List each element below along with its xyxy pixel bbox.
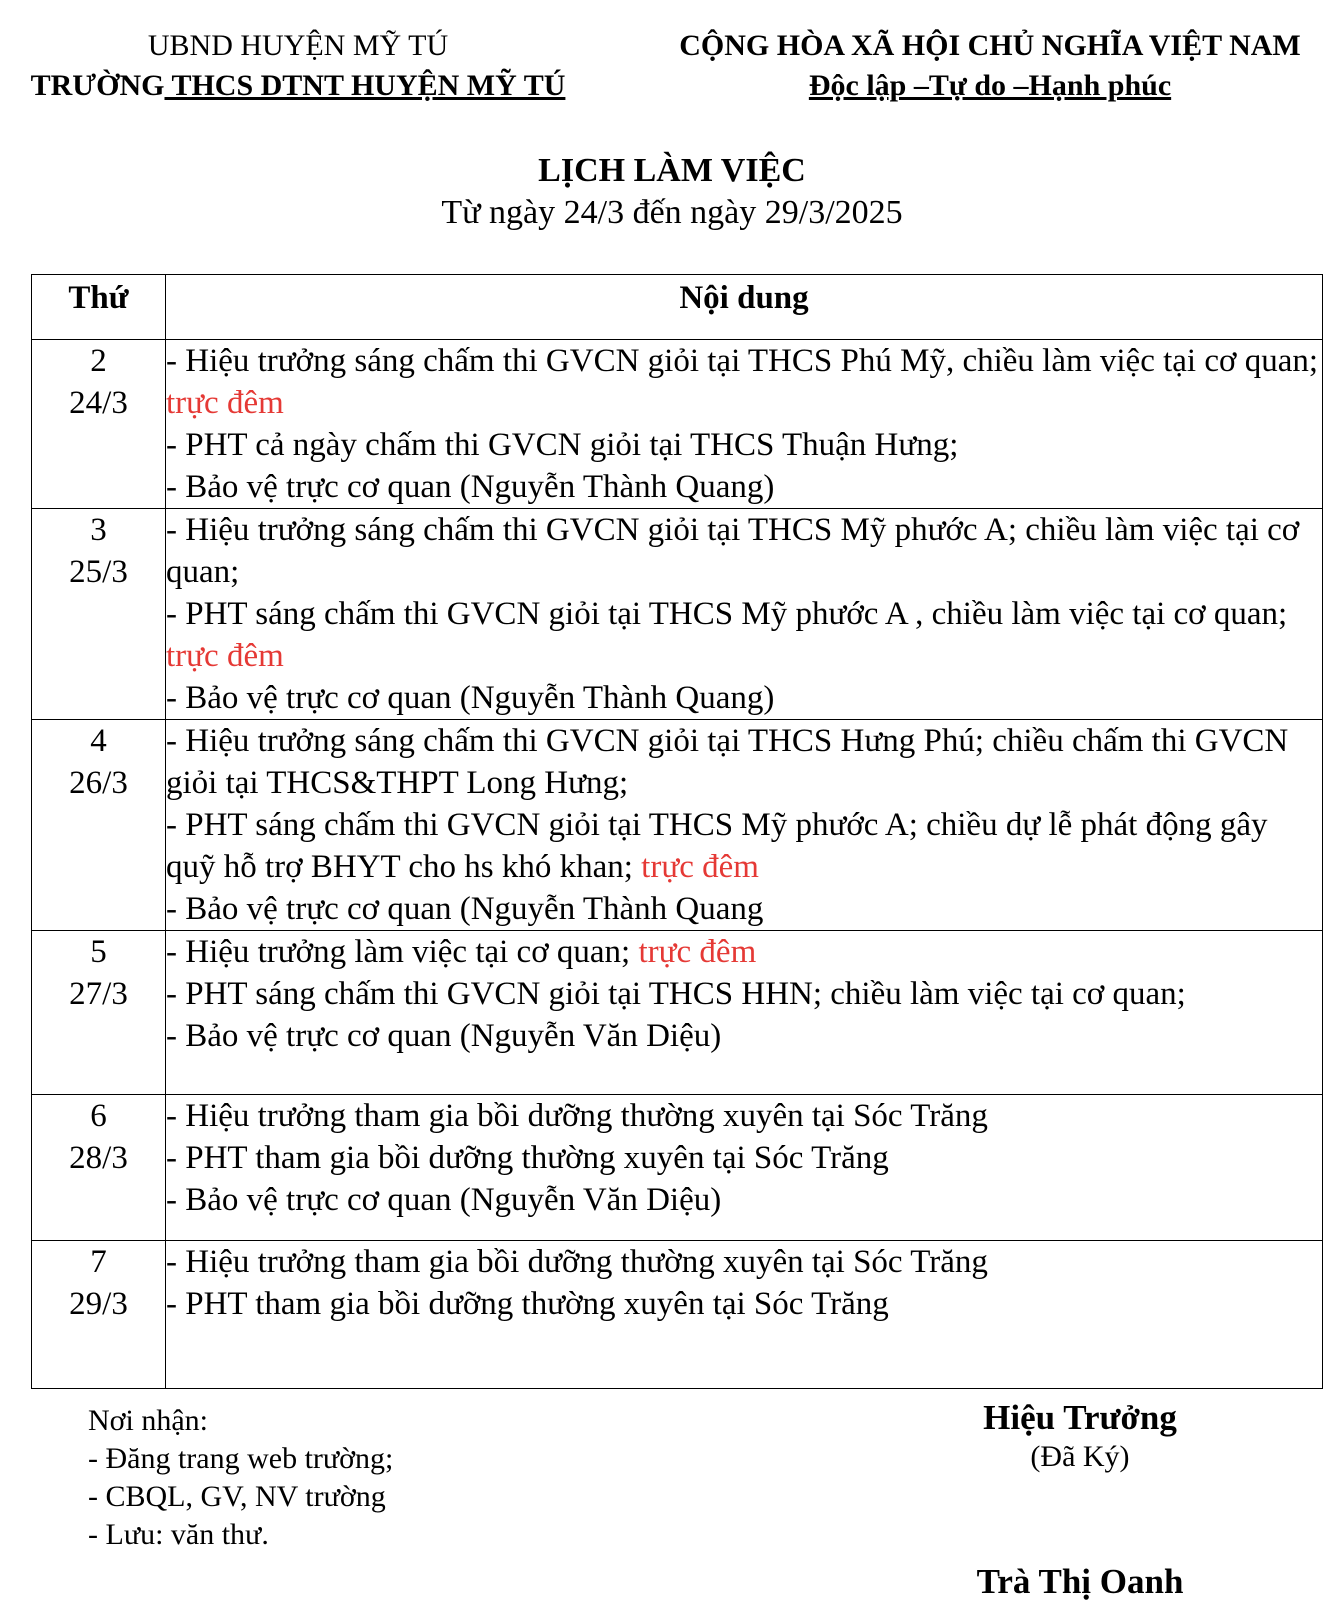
weekday-number: 3 (90, 512, 107, 548)
task-text: - Hiệu trưởng sáng chấm thi GVCN giỏi tại THCS Mỹ phước A; chiều làm việc tại cơ quan; (166, 512, 1300, 590)
task-line (166, 973, 1322, 1015)
task-line (166, 593, 1322, 677)
task-line (166, 1015, 1322, 1057)
task-line (166, 1095, 1322, 1137)
recipient-item: - Đăng trang web trường; (88, 1442, 394, 1475)
task-text: - PHT cả ngày chấm thi GVCN giỏi tại THCS Thuận Hưng; (166, 427, 959, 463)
task-text: - Bảo vệ trực cơ quan (Nguyễn Văn Diệu) (166, 1018, 722, 1054)
school-name (8, 66, 588, 106)
day-cell (32, 931, 166, 1095)
content-cell (166, 509, 1323, 720)
day-cell (32, 1095, 166, 1241)
content-cell (166, 1241, 1323, 1389)
weekday-number: 5 (90, 934, 107, 970)
task-line (166, 931, 1322, 973)
header-content: Nội dung (166, 275, 1323, 340)
table-row (32, 720, 1323, 931)
document-subtitle: Từ ngày 24/3 đến ngày 29/3/2025 (441, 194, 903, 231)
task-line (166, 1179, 1322, 1221)
header-left (8, 26, 588, 106)
nation-name: CỘNG HÒA XÃ HỘI CHỦ NGHĨA VIỆT NAM (679, 29, 1301, 62)
task-text: - Hiệu trưởng sáng chấm thi GVCN giỏi tại THCS Hưng Phú; chiều chấm thi GVCN giỏi tại THCS&THPT Long Hưng; (166, 723, 1289, 801)
task-text: - Bảo vệ trực cơ quan (Nguyễn Thành Quang) (166, 469, 775, 505)
recipients-block (88, 1402, 393, 1554)
recipient-item: - CBQL, GV, NV trường (88, 1480, 386, 1513)
content-cell (166, 931, 1323, 1095)
night-duty-note: trực đêm (638, 934, 757, 970)
task-text: - Hiệu trưởng tham gia bồi dưỡng thường xuyên tại Sóc Trăng (166, 1098, 988, 1134)
day-date: 27/3 (69, 976, 128, 1012)
table-row (32, 340, 1323, 509)
day-date: 29/3 (69, 1286, 128, 1322)
schedule-table (31, 274, 1323, 1389)
task-text: - PHT tham gia bồi dưỡng thường xuyên tại Sóc Trăng (166, 1140, 889, 1176)
header-day: Thứ (32, 275, 166, 340)
day-date: 25/3 (69, 554, 128, 590)
task-text: - Bảo vệ trực cơ quan (Nguyễn Thành Quang) (166, 680, 775, 716)
night-duty-note: trực đêm (641, 849, 759, 885)
weekday-number: 7 (90, 1244, 107, 1280)
day-cell (32, 340, 166, 509)
night-duty-note: trực đêm (166, 638, 284, 674)
task-line (166, 804, 1322, 888)
night-duty-note: trực đêm (166, 385, 284, 421)
day-date: 28/3 (69, 1140, 128, 1176)
task-text: - Hiệu trưởng làm việc tại cơ quan; (166, 934, 639, 970)
task-text: - PHT sáng chấm thi GVCN giỏi tại THCS HHN; chiều làm việc tại cơ quan; (166, 976, 1186, 1012)
signed-note: (Đã Ký) (1030, 1440, 1130, 1473)
task-line (166, 424, 1322, 466)
school-name-underlined: THCS DTNT HUYỆN MỸ TÚ (164, 69, 566, 102)
task-text: - PHT sáng chấm thi GVCN giỏi tại THCS Mỹ phước A , chiều làm việc tại cơ quan; (166, 596, 1288, 632)
day-cell (32, 720, 166, 931)
task-line (166, 888, 1322, 930)
signature-block (930, 1398, 1230, 1602)
day-cell (32, 1241, 166, 1389)
task-text: - Hiệu trưởng tham gia bồi dưỡng thường xuyên tại Sóc Trăng (166, 1244, 988, 1280)
weekday-number: 4 (90, 723, 107, 759)
task-line (166, 466, 1322, 508)
task-text: - Bảo vệ trực cơ quan (Nguyễn Thành Quang (166, 891, 764, 927)
table-row (32, 1241, 1323, 1389)
task-text: - Hiệu trưởng sáng chấm thi GVCN giỏi tại THCS Phú Mỹ, chiều làm việc tại cơ quan; (166, 343, 1319, 379)
task-line (166, 1241, 1322, 1283)
recipient-item: - Lưu: văn thư. (88, 1518, 269, 1551)
content-cell (166, 340, 1323, 509)
header-right (640, 26, 1340, 106)
table-row (32, 509, 1323, 720)
recipients-label: Nơi nhận: (88, 1404, 209, 1437)
org-name: UBND HUYỆN MỸ TÚ (147, 29, 449, 62)
signer-name: Trà Thị Oanh (976, 1562, 1184, 1601)
task-line (166, 720, 1322, 804)
task-line (166, 677, 1322, 719)
document-title: LỊCH LÀM VIỆC (538, 152, 806, 189)
table-header-row (32, 275, 1323, 340)
task-text: - PHT tham gia bồi dưỡng thường xuyên tại Sóc Trăng (166, 1286, 889, 1322)
content-cell (166, 720, 1323, 931)
weekday-number: 6 (90, 1098, 107, 1134)
task-line (166, 1137, 1322, 1179)
content-cell (166, 1095, 1323, 1241)
weekday-number: 2 (90, 343, 107, 379)
national-motto: Độc lập –Tự do –Hạnh phúc (808, 69, 1172, 102)
table-row (32, 1095, 1323, 1241)
signer-role: Hiệu Trưởng (983, 1398, 1177, 1437)
day-date: 24/3 (69, 385, 128, 421)
task-line (166, 1283, 1322, 1325)
task-line (166, 509, 1322, 593)
table-row (32, 931, 1323, 1095)
task-text: - PHT sáng chấm thi GVCN giỏi tại THCS Mỹ phước A; chiều dự lễ phát động gây quỹ hỗ trợ BHYT cho hs khó khan; (166, 807, 1268, 885)
day-cell (32, 509, 166, 720)
task-line (166, 340, 1322, 424)
school-prefix: TRƯỜNG (30, 69, 165, 102)
task-text: - Bảo vệ trực cơ quan (Nguyễn Văn Diệu) (166, 1182, 722, 1218)
day-date: 26/3 (69, 765, 128, 801)
